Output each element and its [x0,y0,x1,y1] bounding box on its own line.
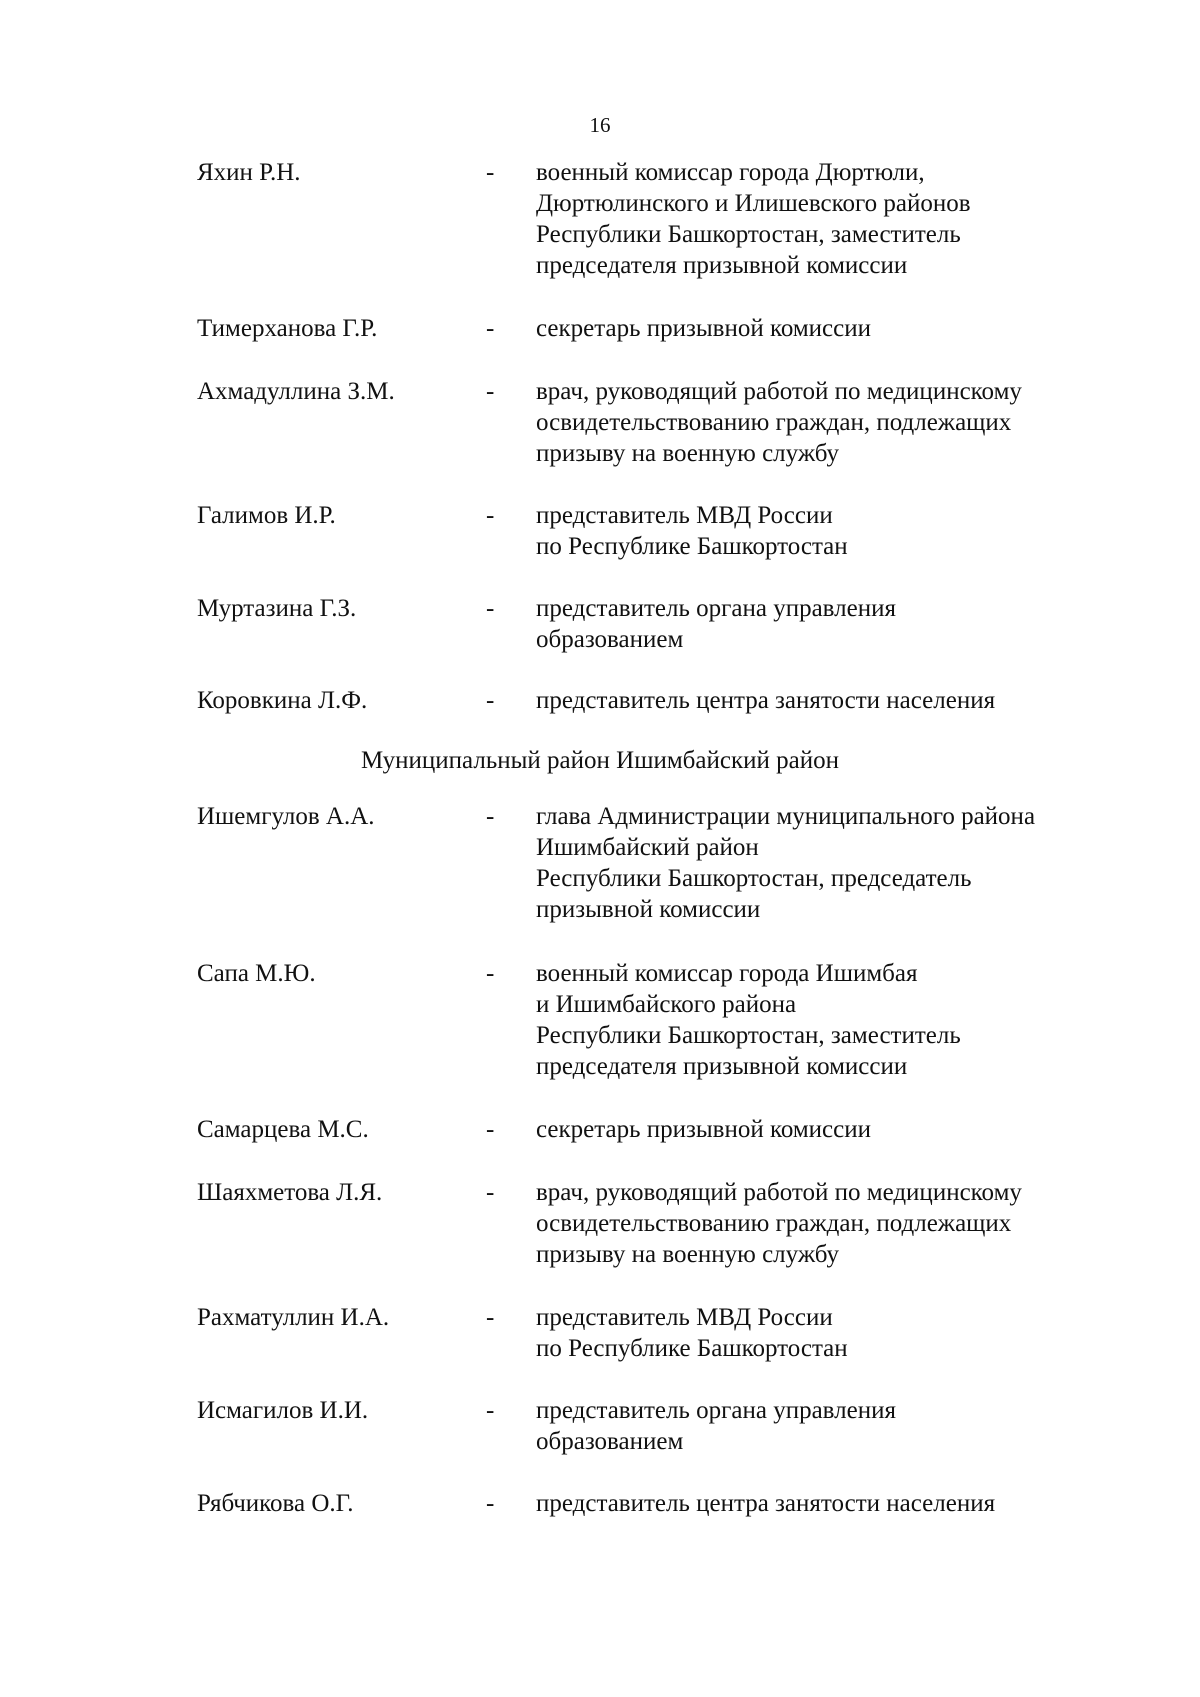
member-role [536,500,848,562]
member-role [536,801,1035,925]
role-line: представитель центра занятости населения [536,687,996,714]
member-name: Рябчикова О.Г. [197,1490,354,1517]
member-dash: - [486,159,495,186]
member-role [536,685,995,716]
role-line: врач, руководящий работой по медицинскому [536,1179,1022,1206]
member-role [536,1177,1022,1270]
role-line: призыву на военную службу [536,1241,840,1268]
role-line: и Ишимбайского района [536,991,797,1018]
page-number: 16 [589,113,611,137]
role-line: призыву на военную службу [536,440,840,467]
member-role [536,157,971,281]
member-dash: - [486,595,495,622]
member-role [536,1114,871,1145]
member-dash: - [486,315,495,342]
role-line: председателя призывной комиссии [536,252,908,279]
member-name: Яхин Р.Н. [197,159,301,186]
role-line: Республики Башкортостан, председатель [536,865,972,892]
role-line: представитель МВД России [536,502,833,529]
member-name: Тимерханова Г.Р. [197,315,378,342]
role-line: образованием [536,626,684,653]
role-line: Республики Башкортостан, заместитель [536,221,961,248]
member-name: Сапа М.Ю. [197,960,316,987]
member-dash: - [486,502,495,529]
member-dash: - [486,1490,495,1517]
role-line: образованием [536,1428,684,1455]
role-line: по Республике Башкортостан [536,1335,848,1362]
role-line: председателя призывной комиссии [536,1053,908,1080]
role-line: представитель центра занятости населения [536,1490,996,1517]
member-dash: - [486,687,495,714]
member-dash: - [486,378,495,405]
role-line: Республики Башкортостан, заместитель [536,1022,961,1049]
member-role [536,313,871,344]
member-name: Галимов И.Р. [197,502,336,529]
member-role [536,1302,848,1364]
member-name: Исмагилов И.И. [197,1397,369,1424]
member-name: Рахматуллин И.А. [197,1304,390,1331]
member-name: Ишемгулов А.А. [197,803,375,830]
role-line: глава Администрации муниципального района [536,803,1036,830]
role-line: секретарь призывной комиссии [536,1116,872,1143]
role-line: военный комиссар города Дюртюли, [536,159,925,186]
member-dash: - [486,1179,495,1206]
member-name: Муртазина Г.З. [197,595,357,622]
member-role [536,593,896,655]
role-line: военный комиссар города Ишимбая [536,960,918,987]
role-line: врач, руководящий работой по медицинскому [536,378,1022,405]
member-dash: - [486,960,495,987]
member-role [536,958,961,1082]
member-dash: - [486,1304,495,1331]
section-heading: Муниципальный район Ишимбайский район [361,747,839,774]
member-name: Коровкина Л.Ф. [197,687,368,714]
role-line: представитель органа управления [536,595,896,622]
member-role [536,1488,995,1519]
role-line: Дюртюлинского и Илишевского районов [536,190,971,217]
role-line: представитель органа управления [536,1397,896,1424]
member-name: Самарцева М.С. [197,1116,369,1143]
member-role [536,376,1022,469]
member-dash: - [486,1397,495,1424]
member-dash: - [486,1116,495,1143]
role-line: секретарь призывной комиссии [536,315,872,342]
member-dash: - [486,803,495,830]
member-name: Ахмадуллина З.М. [197,378,395,405]
role-line: по Республике Башкортостан [536,533,848,560]
role-line: освидетельствованию граждан, подлежащих [536,409,1012,436]
role-line: Ишимбайский район [536,834,759,861]
role-line: представитель МВД России [536,1304,833,1331]
member-name: Шаяхметова Л.Я. [197,1179,383,1206]
role-line: призывной комиссии [536,896,761,923]
role-line: освидетельствованию граждан, подлежащих [536,1210,1012,1237]
member-role [536,1395,896,1457]
